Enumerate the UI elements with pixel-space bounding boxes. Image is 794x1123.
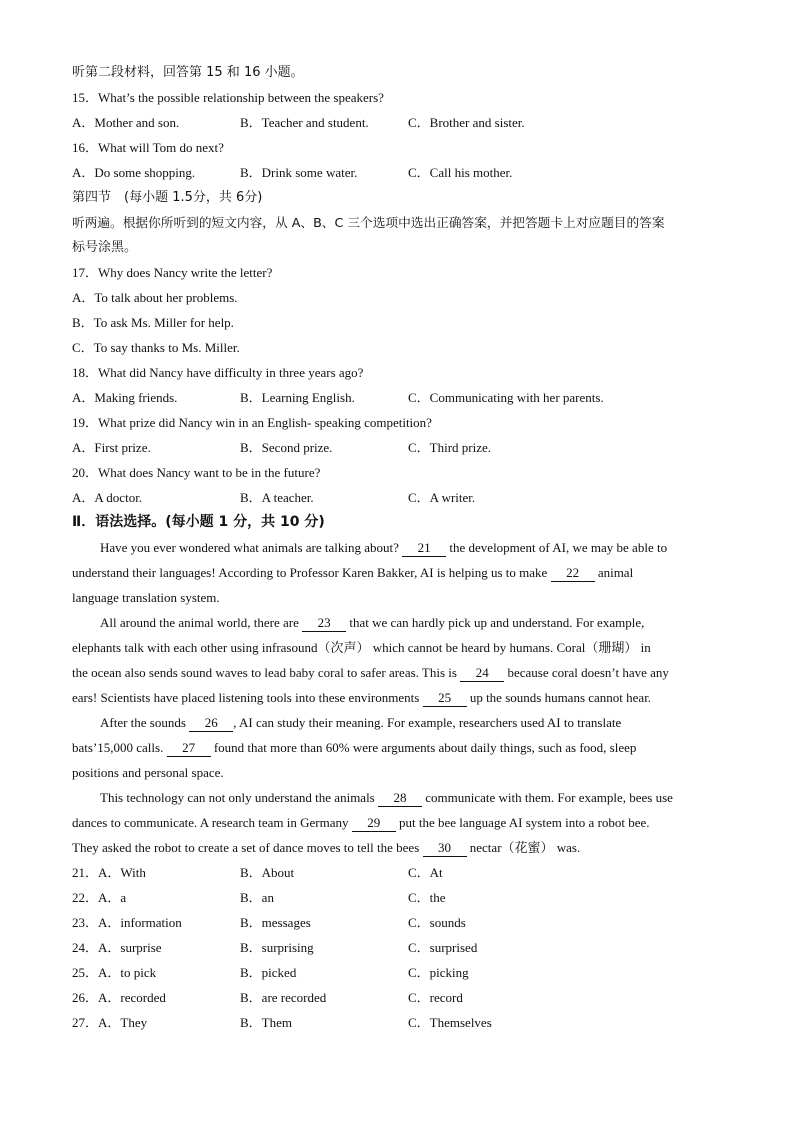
passage-line [72, 560, 633, 585]
options-27 [72, 1010, 722, 1035]
passage-line: positions and personal space. [72, 765, 224, 780]
option-c: C．Brother and sister. [408, 115, 525, 130]
text: dances to communicate. A research team in Germany [72, 815, 349, 830]
option-b: B．an [240, 890, 274, 905]
blank-21: 21 [402, 540, 446, 557]
passage-line [72, 685, 651, 710]
option-b: B．About [240, 865, 295, 880]
passage-line: language translation system. [72, 590, 220, 605]
option-c: C．A writer. [408, 490, 476, 505]
text: ears! Scientists have placed listening tools into these environments [72, 690, 420, 705]
text: After the sounds [100, 715, 186, 730]
option-c: C．Third prize. [408, 440, 492, 455]
option-b: B．Drink some water. [240, 165, 358, 180]
option-c: C．surprised [408, 940, 478, 955]
passage-line [100, 535, 667, 560]
option-17a: A．To talk about her problems. [72, 290, 238, 305]
text: the development of AI, we may be able to [449, 540, 668, 555]
option-c: C．sounds [408, 915, 466, 930]
options-24 [72, 935, 722, 960]
option-b: B．are recorded [240, 990, 327, 1005]
option-a: A．Mother and son. [72, 115, 180, 130]
option-c: C．picking [408, 965, 469, 980]
section-4-instructions: 听两遍。根据你所听到的短文内容，从 A、B、C 三个选项中选出正确答案，并把答题卡上对应题目的答案 [72, 215, 665, 230]
text: put the bee language AI system into a robot bee. [399, 815, 650, 830]
blank-28: 28 [378, 790, 422, 807]
option-c: C．Communicating with her parents. [408, 390, 604, 405]
option-b: B．A teacher. [240, 490, 314, 505]
blank-25: 25 [423, 690, 467, 707]
options-22 [72, 885, 722, 910]
blank-24: 24 [460, 665, 504, 682]
grammar-section-title: Ⅱ．语法选择。(每小题 1 分，共 10 分) [72, 514, 325, 530]
option-a: A．Making friends. [72, 390, 178, 405]
option-17b: B．To ask Ms. Miller for help. [72, 315, 234, 330]
options-25 [72, 960, 722, 985]
option-a: 25．A．to pick [72, 965, 157, 980]
blank-27: 27 [167, 740, 211, 757]
passage-line: elephants talk with each other using infrasound（次声） which cannot be heard by humans. Coral（珊瑚） in [72, 640, 651, 655]
text: animal [597, 565, 634, 580]
option-c: C．the [408, 890, 446, 905]
option-b: B．Second prize. [240, 440, 333, 455]
section-4-instructions-cont: 标号涂黑。 [72, 240, 138, 255]
options-20 [72, 485, 722, 510]
text: This technology can not only understand the animals [100, 790, 375, 805]
passage-line [72, 810, 650, 835]
option-b: B．messages [240, 915, 311, 930]
passage-line [100, 710, 621, 735]
passage-line [100, 610, 644, 635]
option-b: B．Them [240, 1015, 292, 1030]
option-b: B．surprising [240, 940, 314, 955]
text: found that more than 60% were arguments about daily things, such as food, sleep [213, 740, 637, 755]
option-a: 23．A．information [72, 915, 182, 930]
text: All around the animal world, there are [100, 615, 299, 630]
option-a: 21．A．With [72, 865, 146, 880]
options-26 [72, 985, 722, 1010]
section-4-title: 第四节 (每小题 1.5分，共 6分) [72, 190, 263, 205]
options-19 [72, 435, 722, 460]
passage-line [100, 785, 673, 810]
option-c: C．Call his mother. [408, 165, 513, 180]
option-b: B．Learning English. [240, 390, 355, 405]
text: , AI can study their meaning. For example, researchers used AI to translate [233, 715, 622, 730]
question-16: 16．What will Tom do next? [72, 140, 224, 155]
question-15: 15．What’s the possible relationship between the speakers? [72, 90, 384, 105]
option-c: C．At [408, 865, 443, 880]
question-20: 20．What does Nancy want to be in the future? [72, 465, 321, 480]
text: nectar（花蜜） was. [469, 840, 581, 855]
text: bats’15,000 calls. [72, 740, 164, 755]
section-intro: 听第二段材料，回答第 15 和 16 小题。 [72, 65, 304, 80]
option-a: 22．A．a [72, 890, 127, 905]
option-a: 27．A．They [72, 1015, 148, 1030]
blank-22: 22 [551, 565, 595, 582]
text: up the sounds humans cannot hear. [469, 690, 652, 705]
question-18: 18．What did Nancy have difficulty in three years ago? [72, 365, 364, 380]
text: understand their languages! According to Professor Karen Bakker, AI is helping us to make [72, 565, 548, 580]
option-a: A．First prize. [72, 440, 151, 455]
text: the ocean also sends sound waves to lead baby coral to safer areas. This is [72, 665, 457, 680]
blank-26: 26 [189, 715, 233, 732]
option-c: C．Themselves [408, 1015, 492, 1030]
text: that we can hardly pick up and understand. For example, [349, 615, 645, 630]
option-c: C．record [408, 990, 463, 1005]
options-23 [72, 910, 722, 935]
text: They asked the robot to create a set of dance moves to tell the bees [72, 840, 420, 855]
blank-29: 29 [352, 815, 396, 832]
text: Have you ever wondered what animals are talking about? [100, 540, 399, 555]
option-a: A．A doctor. [72, 490, 143, 505]
option-a: 24．A．surprise [72, 940, 162, 955]
text: communicate with them. For example, bees use [425, 790, 673, 805]
passage-line [72, 835, 580, 860]
option-17c: C．To say thanks to Ms. Miller. [72, 340, 240, 355]
option-b: B．picked [240, 965, 297, 980]
blank-30: 30 [423, 840, 467, 857]
options-18 [72, 385, 722, 410]
options-16 [72, 160, 722, 185]
option-a: 26．A．recorded [72, 990, 166, 1005]
options-21 [72, 860, 722, 885]
passage-line [72, 660, 669, 685]
option-a: A．Do some shopping. [72, 165, 196, 180]
options-15 [72, 110, 722, 135]
text: because coral doesn’t have any [507, 665, 669, 680]
blank-23: 23 [302, 615, 346, 632]
option-b: B．Teacher and student. [240, 115, 369, 130]
question-17: 17．Why does Nancy write the letter? [72, 265, 273, 280]
passage-line [72, 735, 636, 760]
question-19: 19．What prize did Nancy win in an English- speaking competition? [72, 415, 432, 430]
